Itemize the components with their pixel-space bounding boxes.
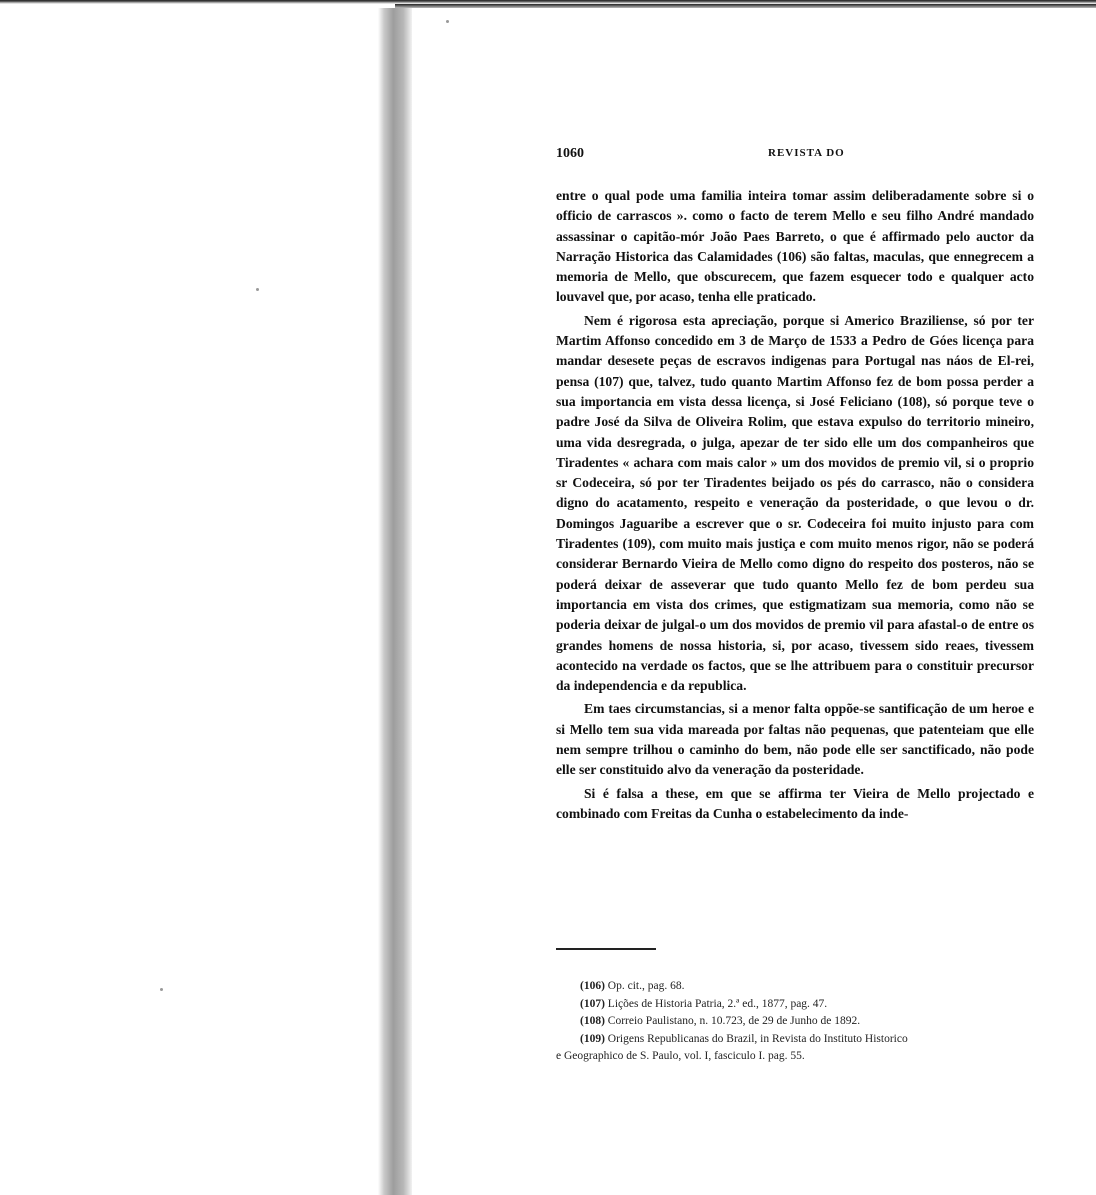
footnotes bbox=[556, 978, 1034, 1066]
footnote-continuation bbox=[556, 1048, 1034, 1066]
speck bbox=[256, 288, 259, 291]
paragraph: entre o qual pode uma familia inteira tomar assim deliberadamente sobre si o officio de carrascos ». como o facto de terem Mello e seu filho André mandado assassinar o capitão-mór João Paes Barreto, o que é affirmado pelo auctor da Narração Historica das Calamidades (106) são faltas, maculas, que ennegrecem a memoria de Mello, que obscurecem, que fazem esquecer todo e qualquer acto louvavel que, por acaso, tenha elle praticado. bbox=[556, 188, 1034, 305]
page-top-edge bbox=[395, 4, 1096, 8]
footnote-text: e Geographico de S. Paulo, vol. I, fasciculo I. pag. 55. bbox=[556, 1050, 805, 1062]
footnote bbox=[556, 996, 1034, 1014]
footnote-ref: (108) bbox=[580, 1015, 605, 1027]
footnote-text: Correio Paulistano, n. 10.723, de 29 de Junho de 1892. bbox=[607, 1015, 861, 1027]
page-number: 1060 bbox=[556, 146, 584, 161]
footnote-text: Origens Republicanas do Brazil, in Revista do Instituto Historico bbox=[607, 1032, 908, 1045]
paragraph: Si é falsa a these, em que se affirma ter Vieira de Mello projectado e combinado com Freitas da Cunha o estabelecimento da inde- bbox=[556, 785, 1034, 821]
footnote-text: Lições de Historia Patria, 2.ª ed., 1877, pag. 47. bbox=[607, 997, 828, 1010]
paragraph: Nem é rigorosa esta apreciação, porque si Americo Braziliense, só por ter Martim Affonso concedido em 3 de Março de 1533 a Pedro de Góes licença para mandar desesete peças de escravos indigenas para Portugal nas náos de El-rei, pensa (107) que, talvez, tudo quanto Martim Affonso fez de bom possa perder a sua importancia em vista dessa licença, si José Feliciano (108), só porque teve o padre José da Silva de Oliveira Rolim, que estava expulso do territorio mineiro, uma vida desregrada, o julga, apezar de ter sido elle um dos companheiros que Tiradentes « achara com mais calor » um dos movidos de premio vil, si o proprio sr Codeceira, só por ter Tiradentes beijado os pés do carrasco, não o considera digno do acatamento, respeito e veneração da posteridade, o que levou o dr. Domingos Jaguaribe a escrever que o sr. Codeceira foi muito injusto para com Tiradentes (109), com muito mais justiça e com muito menos rigor, não se poderá considerar Bernardo Vieira de Mello como digno do respeito dos posteros, não se poderá deixar de asseverar que tudo quanto Mello fez de bom perdeu sua importancia em vista dos crimes, que estigmatizam sua memoria, como não se poderia deixar de julgal-o um dos movidos de premio vil para afastal-o de entre os grandes homens de nossa historia, si, por acaso, tivessem sido reaes, tivessem acontecido na verdade os factos, que se lhe attribuem para o constituir precursor da independencia e da republica. bbox=[556, 312, 1034, 694]
speck bbox=[446, 20, 449, 23]
footnote-text: Op. cit., pag. 68. bbox=[607, 980, 685, 992]
page-header bbox=[556, 146, 1034, 166]
body-text bbox=[556, 186, 1034, 824]
footnote bbox=[556, 1031, 1034, 1049]
footnote bbox=[556, 978, 1034, 996]
footnote-ref: (109) bbox=[580, 1032, 605, 1045]
book-spine-shadow bbox=[378, 8, 412, 1195]
footnote-ref: (106) bbox=[580, 980, 605, 992]
paragraph: Em taes circumstancias, si a menor falta oppõe-se santificação de um heroe e si Mello tem sua vida mareada por faltas não pequenas, que patenteiam que elle nem sempre trilhou o caminho do bem, não pode elle ser sanctificado, não pode elle ser constituido alvo da veneração da posteridade. bbox=[556, 701, 1034, 778]
footnote bbox=[556, 1013, 1034, 1031]
footnote-separator bbox=[556, 948, 656, 950]
running-head: REVISTA DO bbox=[768, 147, 845, 159]
speck bbox=[160, 988, 163, 991]
footnote-ref: (107) bbox=[580, 997, 605, 1010]
